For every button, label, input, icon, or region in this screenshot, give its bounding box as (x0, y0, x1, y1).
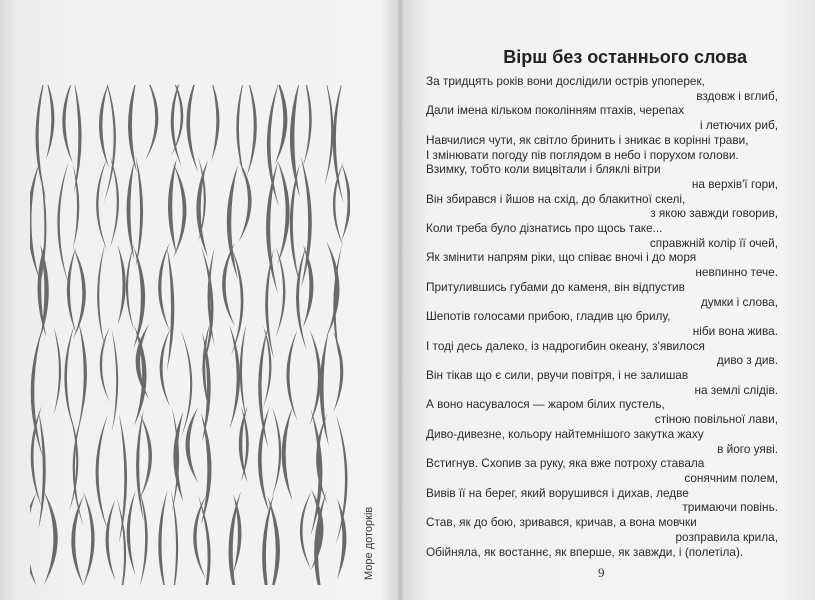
arc-stroke (333, 85, 344, 203)
arc-stroke (272, 407, 281, 497)
arc-stroke (282, 407, 293, 501)
arc-stroke (286, 330, 297, 420)
arc-stroke (57, 161, 68, 284)
arc-stroke (145, 85, 158, 160)
poem-line: диво з див. (716, 353, 778, 368)
arc-stroke (38, 410, 45, 529)
page-number: 9 (598, 565, 605, 580)
arc-stroke (112, 329, 119, 433)
arc-stroke (44, 492, 58, 585)
arc-stroke (240, 323, 247, 419)
right-page (402, 0, 815, 600)
poem-line: Встигнув. Схопив за руку, яка вже потроху ставала (426, 456, 705, 471)
poem-line: невпинно тече. (695, 265, 778, 280)
arc-stroke (247, 85, 257, 176)
poem-line: І змінювати погоду пів поглядом в небо і порухом голови. (426, 147, 739, 162)
poem-line: За тридцять років вони дослідили острів упоперек, (426, 74, 705, 88)
poem-line: на верхів'ї гори, (691, 176, 778, 191)
arc-stroke (229, 325, 240, 429)
arc-stroke (30, 163, 39, 279)
poem-line: Диво-дивезне, кольору найтемнішого закутка жаху (426, 426, 704, 441)
poem-line: стіною повільної лави, (654, 412, 778, 427)
arc-stroke (97, 243, 105, 348)
arc-stroke (275, 85, 288, 165)
poem-line: Обійняла, як востаннє, як вперше, як завжди, і (полетіла). (426, 544, 744, 559)
poem-line: і летючих риб, (699, 118, 778, 133)
poem-line: Він тікав що є сили, рвучи повітря, і не залишав (426, 368, 689, 383)
arc-stroke (341, 163, 350, 241)
arc-stroke (67, 247, 76, 332)
arc-stroke (46, 85, 55, 160)
arc-stroke (265, 249, 274, 360)
arc-stroke (267, 85, 279, 207)
poem-line: Він збирався і йшов на схід, до блакитної скелі, (426, 191, 686, 206)
poem-line: на землі слідів. (694, 382, 778, 397)
poem-line: ніби вона жива. (692, 323, 778, 338)
illustration-caption: Море доторків (363, 506, 375, 580)
poem-line: Навчилися чути, як світло бринить і зникає в корінні трави, (426, 132, 749, 147)
arc-stroke (53, 326, 61, 415)
poem-line: в його уяві. (717, 441, 778, 456)
poem-line: Став, як до бою, зривався, кричав, а вона мовчки (426, 515, 697, 530)
arc-stroke (160, 329, 171, 408)
arc-stroke (193, 495, 206, 579)
poem-line: Коли треба було дізнатись про щось таке... (426, 221, 663, 236)
poem-title: Вірш без останнього слова (503, 47, 747, 67)
arc-stroke (100, 327, 110, 402)
arc-stroke (326, 241, 339, 338)
arc-stroke (140, 414, 152, 499)
arc-stroke (186, 85, 198, 172)
arc-stroke (126, 243, 134, 331)
arc-stroke (211, 85, 219, 162)
poem-line: тримаючи повінь. (682, 500, 778, 515)
poem-line: сонячним полем, (684, 470, 778, 485)
arc-stroke (173, 163, 186, 258)
poem-line: з якою завжди говорив, (650, 206, 778, 221)
poem-line: Шепотів голосами прибою, гладив цю брилу, (426, 309, 671, 324)
arc-stroke (262, 493, 274, 585)
poem-line: І тоді десь далеко, із надрогибин океану, з'явилося (426, 338, 705, 353)
arc-stroke (30, 492, 36, 585)
poem-line: Вивів її на берег, який ворушився і дихав, ледве (426, 485, 689, 500)
decorative-illustration (30, 85, 350, 585)
poem-line: справжній колір її очей, (649, 235, 778, 250)
poem-line: Притулившись губами до каменя, він відпустив (426, 279, 685, 294)
arc-stroke (276, 246, 286, 337)
arc-stroke (167, 246, 175, 371)
poem-line: Як змінити напрям ріки, що співає вночі і до моря (426, 250, 697, 265)
arc-stroke (239, 160, 252, 242)
arc-stroke (303, 85, 312, 167)
arc-stroke (79, 323, 87, 425)
arc-stroke (202, 332, 211, 442)
arc-stroke (333, 331, 343, 412)
arc-stroke (196, 160, 208, 257)
arc-stroke (290, 163, 300, 284)
arc-stroke (128, 85, 137, 172)
arc-stroke (303, 245, 313, 327)
arc-stroke (83, 491, 95, 585)
left-page (0, 0, 398, 600)
arc-stroke (333, 162, 343, 246)
poem-line: думки і слова, (700, 294, 778, 309)
arc-stroke (296, 244, 307, 350)
arc-stroke (64, 325, 74, 430)
arc-stroke (127, 491, 136, 576)
arc-stroke (168, 159, 177, 255)
poem-line: розправила крила, (675, 529, 778, 544)
poem-line: Взимку, тобто коли вицвітали і бляклі вітри (426, 162, 661, 177)
arc-stroke (127, 161, 135, 260)
arc-stroke (71, 495, 84, 585)
poem-text (426, 74, 778, 559)
arc-stroke (96, 415, 108, 530)
arc-stroke (62, 85, 73, 163)
arc-stroke (277, 160, 289, 264)
arc-stroke (118, 245, 126, 325)
arc-stroke (106, 499, 116, 581)
arc-stroke (74, 85, 82, 194)
arc-stroke (337, 498, 346, 579)
arc-stroke (73, 164, 79, 249)
arc-stroke (136, 156, 144, 267)
arc-stroke (99, 85, 109, 168)
arc-stroke (325, 85, 334, 185)
arc-stroke (316, 413, 328, 505)
arc-stroke (134, 247, 146, 349)
arc-stroke (158, 490, 167, 585)
poem-line: А воно насувалося — жаром білих пустель, (426, 397, 665, 412)
arc-stroke (36, 85, 47, 200)
arc-stroke (171, 490, 178, 585)
arc-stroke (104, 85, 116, 203)
arc-stroke (300, 492, 311, 570)
arc-stroke (96, 158, 107, 250)
arc-stroke (336, 414, 348, 545)
poem-line: Дали імена кільком поколінням птахів, черепах (426, 103, 685, 118)
arc-stroke (290, 85, 300, 197)
arc-stroke (320, 330, 329, 445)
poem-line: вздовж і вглиб, (696, 88, 778, 103)
